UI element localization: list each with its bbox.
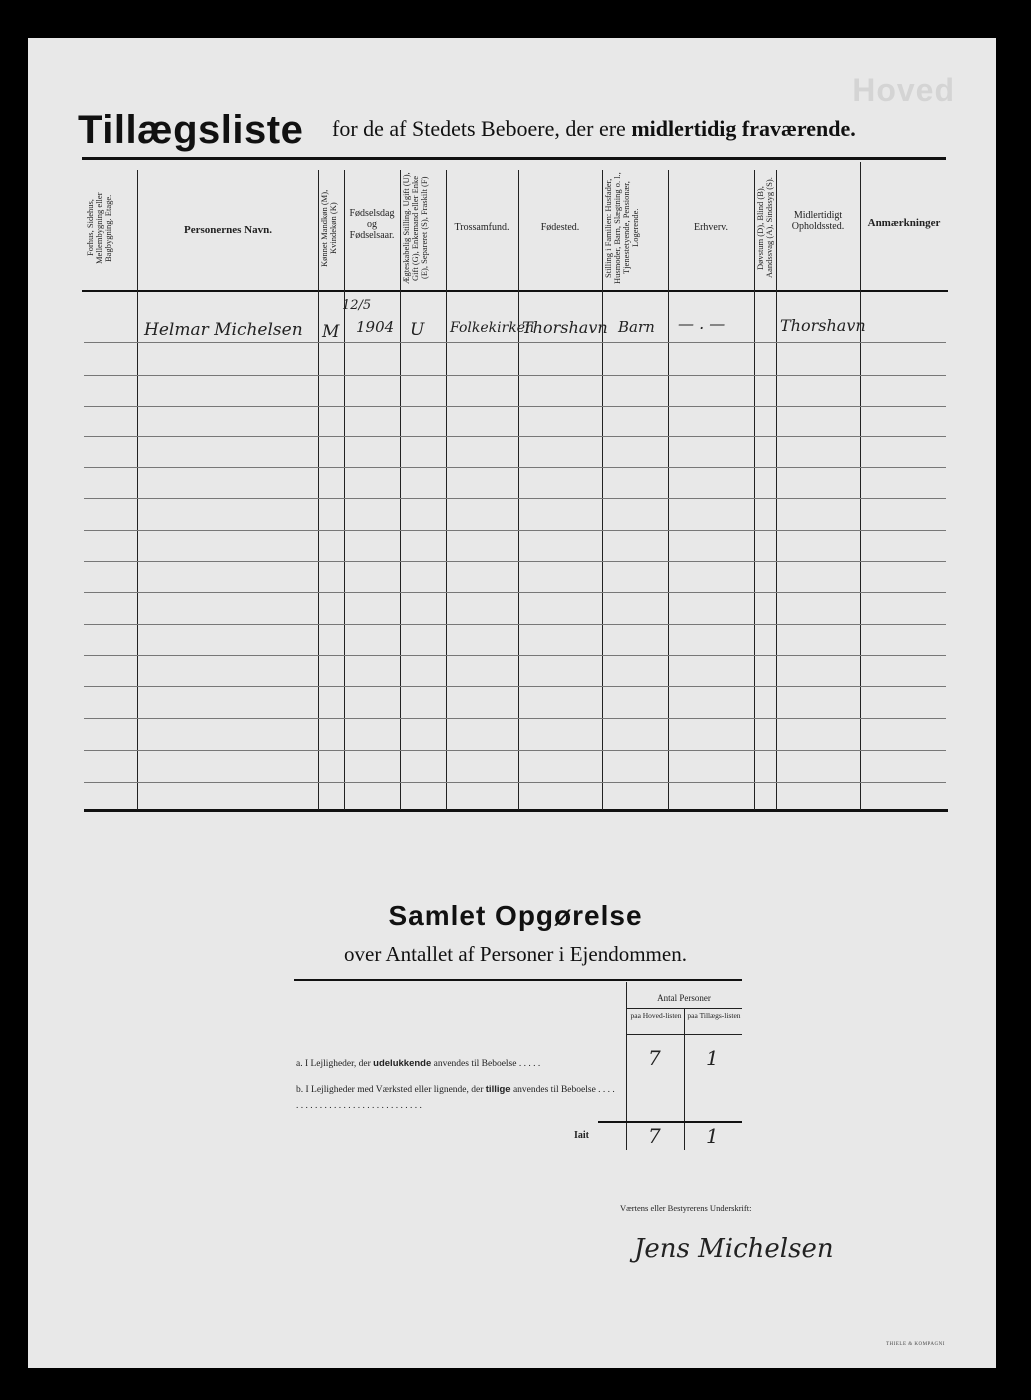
header-family-position: Stilling i Familien: Husfader, Husmoder, Barn, Slægtning o. l., Tjenestetyende, Pensionær, Logerende.	[603, 172, 640, 284]
row-a-suffix: anvendes til Beboelse	[433, 1059, 517, 1069]
summary-total-label: Iait	[574, 1130, 589, 1141]
header-religion: Trossamfund.	[454, 222, 510, 233]
row-b-bold: tillige	[485, 1084, 511, 1095]
col-line	[860, 162, 861, 810]
entry-birthplace: Thorshavn	[522, 318, 608, 337]
signature-label: Værtens eller Bestyrerens Underskrift:	[620, 1203, 752, 1213]
total-main: 7	[648, 1124, 661, 1148]
summary-row-a-label: a. I Lejligheder, der udelukkende anvendes til Beboelse . . . . .	[296, 1058, 541, 1069]
header-temp-residence: Midlertidigt Opholdssted.	[791, 210, 845, 232]
entry-temp-residence: Thorshavn	[780, 316, 866, 335]
row-a-bold: udelukkende	[373, 1058, 432, 1069]
row-a-main: 7	[648, 1046, 661, 1070]
row-line	[84, 375, 946, 376]
header-name: Personernes Navn.	[184, 224, 272, 236]
printer-mark: THIELE & KOMPAGNI	[886, 1342, 945, 1347]
col-line	[518, 170, 519, 810]
header-building: Forhus, Sidehus, Mellembygning eller Bagbygning. Etage.	[85, 192, 113, 264]
summary-subtitle: over Antallet af Personer i Ejendommen.	[344, 942, 687, 966]
paper-sheet	[28, 38, 996, 1368]
entry-name: Helmar Michelsen	[144, 320, 303, 340]
header-occupation: Erhverv.	[693, 222, 729, 233]
entry-occupation: — . —	[678, 314, 726, 333]
table-bottom-rule	[84, 809, 948, 812]
header-marital: Ægteskabelig Stilling. Ugift (U), Gift (G), Enkemand eller Enke (E), Separeret (S), Fraskilt (F)	[401, 172, 429, 284]
row-line	[84, 436, 946, 437]
form-title: Tillægsliste	[78, 108, 304, 152]
stamp-text: Hoved	[852, 72, 955, 108]
header-birthplace: Fødested.	[540, 222, 580, 233]
row-line	[84, 342, 946, 343]
row-b-suffix: anvendes til Beboelse	[512, 1085, 596, 1095]
table-top-rule	[82, 157, 946, 160]
summary-group-rule	[626, 1008, 742, 1009]
row-line	[84, 718, 946, 719]
row-line	[84, 655, 946, 656]
row-line	[84, 686, 946, 687]
summary-row-b-label: b. I Lejligheder med Værksted eller lignende, der tillige anvendes til Beboelse . . . . . . . . . . . . . . . . . . . . . . . . . . . . . . .	[296, 1084, 615, 1112]
summary-col-supp: paa Tillægs-listen	[687, 1011, 741, 1020]
row-line	[84, 467, 946, 468]
col-line	[137, 170, 138, 810]
header-sex: Kønnet Mandkøn (M), Kvindekøn (K)	[319, 189, 338, 267]
col-line	[344, 170, 345, 810]
entry-family-position: Barn	[618, 318, 655, 336]
entry-birth-date: 12/5	[342, 298, 372, 313]
header-birth: Fødselsdag og Fødselsaar.	[349, 208, 395, 241]
row-line	[84, 592, 946, 593]
row-line	[84, 406, 946, 407]
row-line	[84, 530, 946, 531]
col-line	[446, 170, 447, 810]
entry-birth-year: 1904	[356, 318, 395, 336]
row-a-supp: 1	[706, 1046, 719, 1070]
entry-marital: U	[410, 320, 425, 340]
form-subtitle	[332, 116, 856, 142]
entry-religion: Folkekirken	[450, 320, 535, 336]
row-line	[84, 561, 946, 562]
summary-top-rule	[294, 979, 742, 981]
entry-sex: M	[322, 322, 340, 342]
header-bottom-rule	[82, 290, 948, 292]
row-line	[84, 498, 946, 499]
row-a-prefix: a. I Lejligheder, der	[296, 1059, 371, 1069]
signature: Jens Michelsen	[634, 1234, 834, 1264]
total-supp: 1	[706, 1124, 719, 1148]
col-line	[776, 170, 777, 810]
row-line	[84, 750, 946, 751]
summary-title: Samlet Opgørelse	[388, 900, 643, 931]
header-disability: Døvstum (D), Blind (B), Aandssvag (A), Sindssyg (S).	[755, 177, 774, 279]
subtitle-pre: for de af Stedets Beboere, der ere	[332, 116, 626, 141]
summary-col-main: paa Hoved-listen	[630, 1011, 682, 1020]
col-line	[668, 170, 669, 810]
summary-header-rule	[626, 1034, 742, 1035]
header-remarks: Anmærkninger	[867, 217, 941, 229]
summary-col-line	[684, 1008, 685, 1150]
summary-col-group: Antal Personer	[657, 993, 711, 1003]
row-line	[84, 782, 946, 783]
row-line	[84, 624, 946, 625]
summary-total-rule	[598, 1121, 742, 1123]
row-b-prefix: b. I Lejligheder med Værksted eller lignende, der	[296, 1085, 484, 1095]
subtitle-bold: midlertidig fraværende.	[631, 116, 856, 141]
